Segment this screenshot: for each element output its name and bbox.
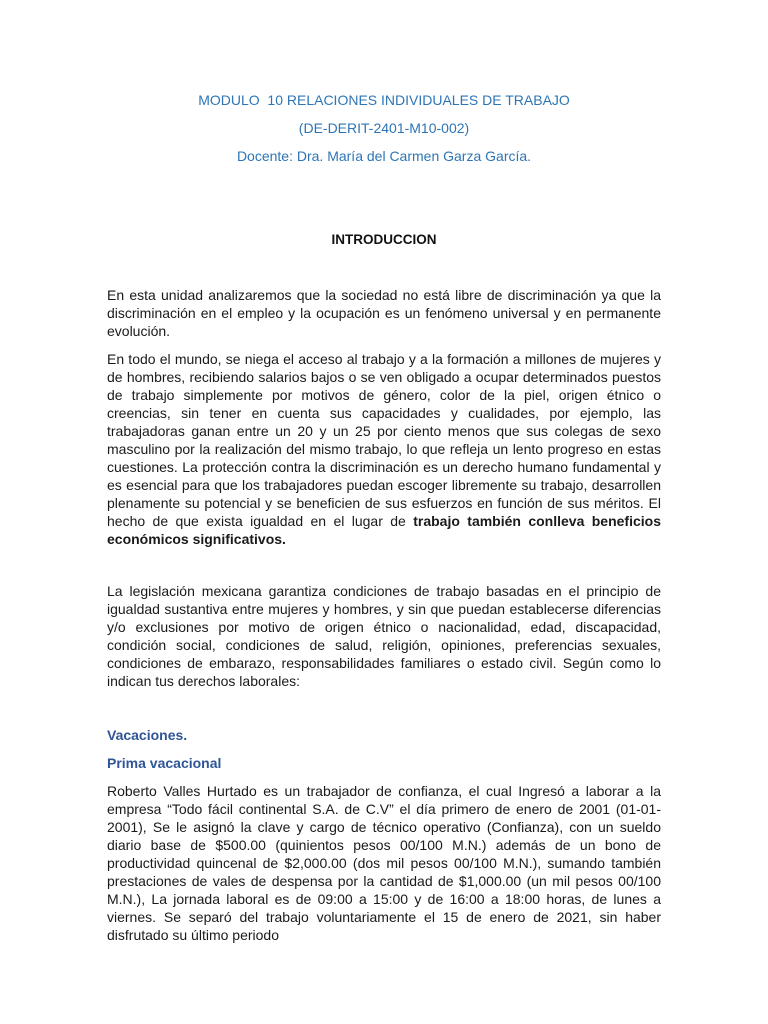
section-heading-vacaciones: Vacaciones. (107, 727, 188, 743)
teacher-name: Docente: Dra. María del Carmen Garza García. (236, 148, 532, 164)
intro-paragraph-2-bold: trabajo también conlleva beneficios económicos significativos. (107, 513, 661, 547)
module-code: (DE-DERIT-2401-M10-002) (298, 120, 470, 136)
intro-paragraph-1: En esta unidad analizaremos que la sociedad no está libre de discriminación ya que la discriminación en el empleo y la ocupación es un fenómeno universal y en permanente evolución. (107, 287, 661, 339)
case-paragraph: Roberto Valles Hurtado es un trabajador de confianza, el cual Ingresó a laborar a la empresa “Todo fácil continental S.A. de C.V” el día primero de enero de 2001 (01-01-2001), Se le asignó la clave y cargo de técnico operativo (Confianza), con un sueldo diario base de $500.00 (quinientos pesos 00/100 M.N.) además de un bono de productividad quincenal de $2,000.00 (dos mil pesos 00/100 M.N.), sumando también prestaciones de vales de despensa por la cantidad de $1,000.00 (un mil pesos 00/100 M.N.), La jornada laboral es de 09:00 a 15:00 y de 16:00 a 18:00 horas, de lunes a viernes. Se separó del trabajo voluntariamente el 15 de enero de 2021, sin haber disfrutado su último periodo (107, 783, 661, 943)
module-title: MODULO 10 RELACIONES INDIVIDUALES DE TRABAJO (198, 92, 570, 108)
intro-paragraph-3: La legislación mexicana garantiza condiciones de trabajo basadas en el principio de igualdad sustantiva entre mujeres y hombres, y sin que puedan establecerse diferencias y/o exclusiones por motivo de origen étnico o nacionalidad, edad, discapacidad, condición social, condiciones de salud, religión, opiniones, preferencias sexuales, condiciones de embarazo, responsabilidades familiares o estado civil. Según como lo indican tus derechos laborales: (107, 583, 661, 689)
intro-paragraph-2 (107, 350, 661, 548)
section-heading-prima-vacacional: Prima vacacional (107, 755, 222, 771)
intro-paragraph-2-text: En todo el mundo, se niega el acceso al trabajo y a la formación a millones de mujeres y de hombres, recibiendo salarios bajos o se ven obligado a ocupar determinados puestos de trabajo simplemente por motivos de género, color de la piel, origen étnico o creencias, sin tener en cuenta sus capacidades y cualidades, por ejemplo, las trabajadoras ganan entre un 20 y un 25 por ciento menos que sus colegas de sexo masculino por la realización del mismo trabajo, lo que refleja un lento progreso en estas cuestiones. La protección contra la discriminación es un derecho humano fundamental y es esencial para que los trabajadores puedan escoger libremente su trabajo, desarrollen plenamente su potencial y se beneficien de sus esfuerzos en función de sus méritos. El hecho de que exista igualdad en el lugar de (107, 351, 661, 529)
introduction-heading: INTRODUCCION (331, 232, 437, 247)
